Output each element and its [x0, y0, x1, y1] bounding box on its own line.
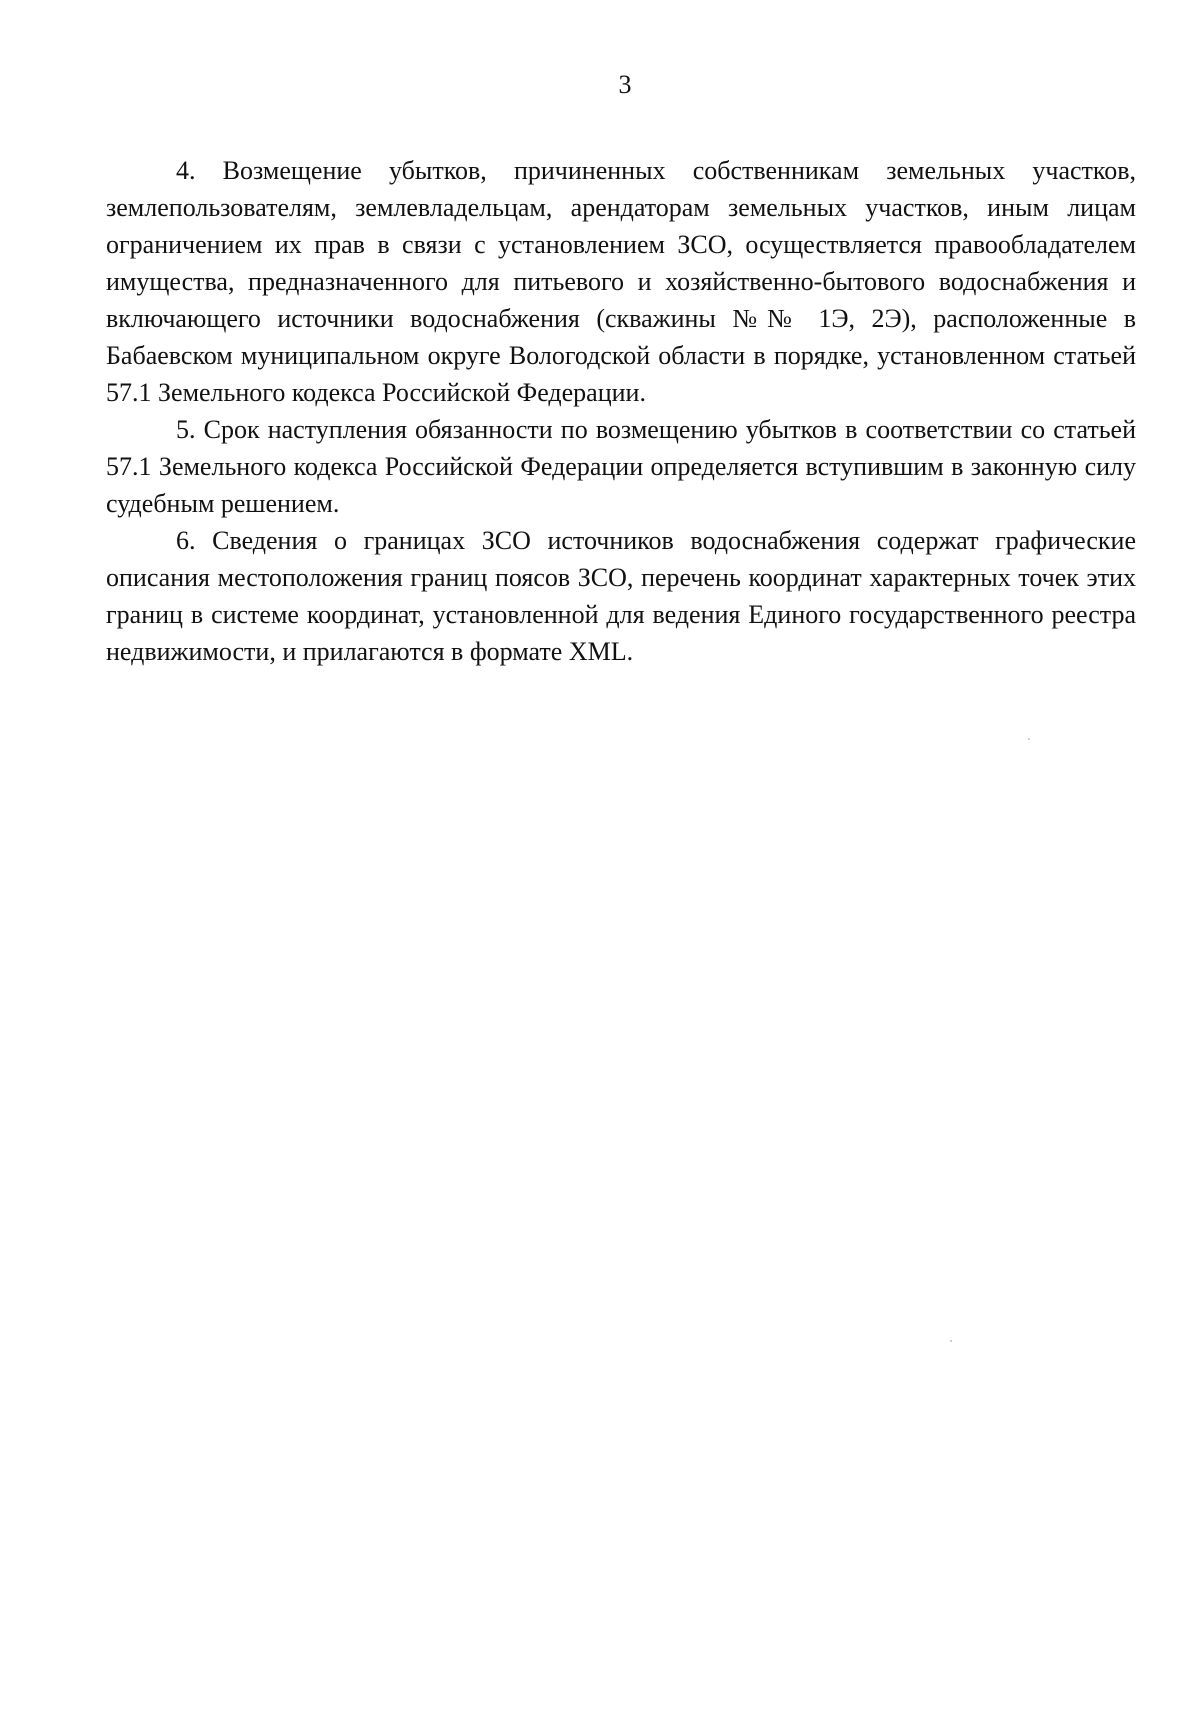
paragraph-5: 5. Срок наступления обязанности по возмещению убытков в соответствии со статьей 57.1 Земельного кодекса Российской Федерации определяется вступившим в законную силу судебным решением.: [106, 415, 1136, 518]
document-body: [106, 152, 1136, 670]
scan-speck: [1028, 738, 1030, 740]
page-number: 3: [618, 70, 632, 99]
scan-speck: [950, 1340, 952, 1342]
paragraph-6: 6. Сведения о границах ЗСО источников водоснабжения содержат графические описания местоположения границ поясов ЗСО, перечень координат характерных точек этих границ в системе координат, установленной для ведения Единого государственного реестра недвижимости, и прилагаются в формате XML.: [106, 526, 1136, 666]
paragraph-4: 4. Возмещение убытков, причиненных собственникам земельных участков, землепользователям, землевладельцам, арендаторам земельных участков, иным лицам ограничением их прав в связи с установлением ЗСО, осуществляется правообладателем имущества, предназначенного для питьевого и хозяйственно-бытового водоснабжения и включающего источники водоснабжения (скважины №№ 1Э, 2Э), расположенные в Бабаевском муниципальном округе Вологодской области в порядке, установленном статьей 57.1 Земельного кодекса Российской Федерации.: [106, 156, 1136, 407]
